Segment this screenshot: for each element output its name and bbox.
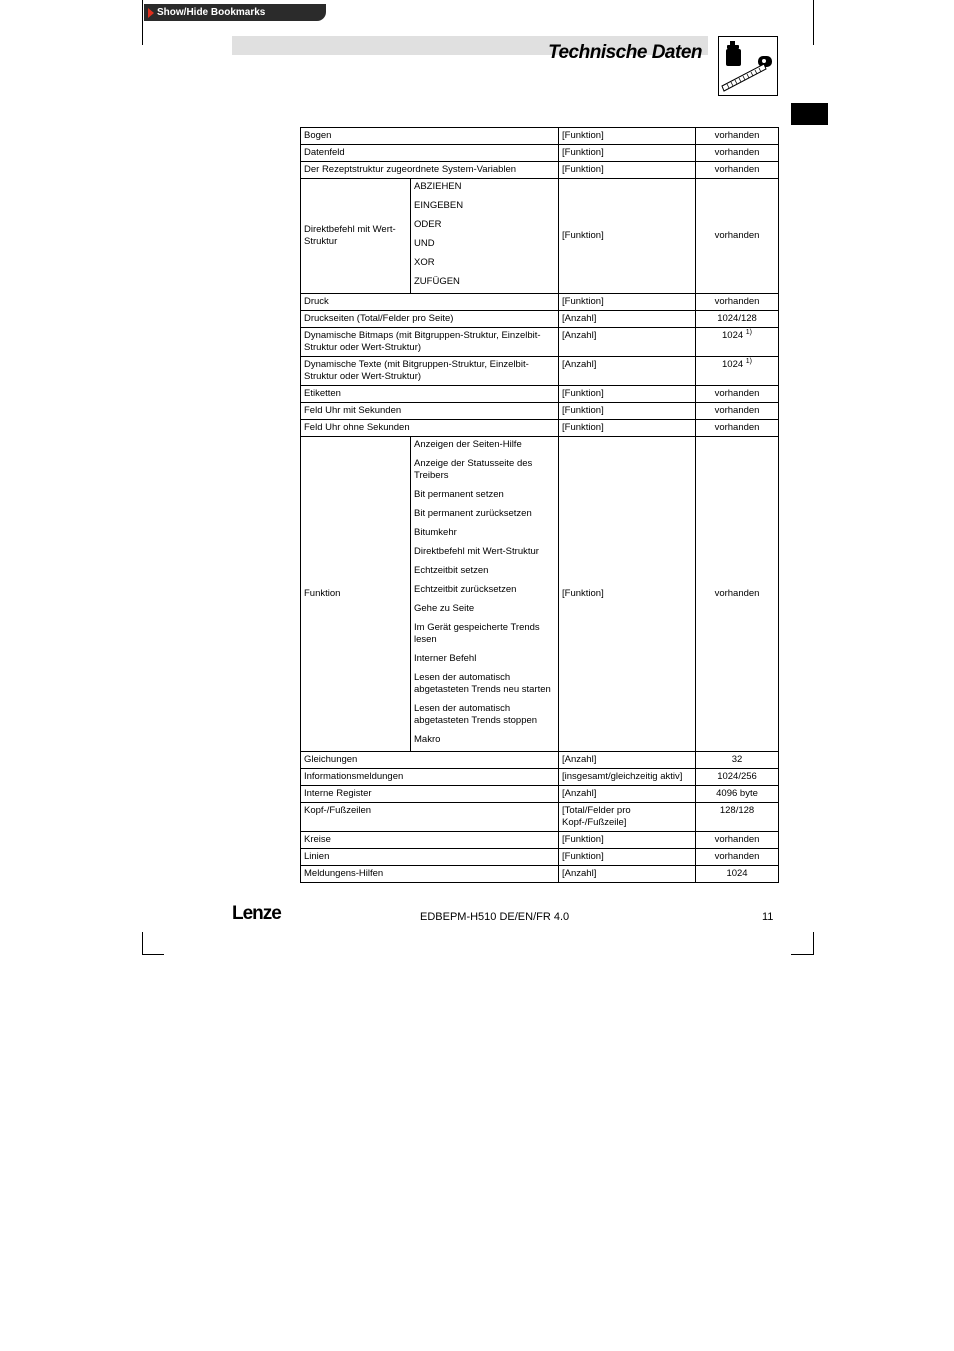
row-name: Bogen — [301, 128, 559, 145]
row-value — [696, 403, 779, 420]
crop-mark-bottom-left — [142, 932, 143, 955]
row-unit: [Funktion] — [559, 832, 696, 849]
value-text: vorhanden — [714, 296, 760, 307]
row-name: Feld Uhr mit Sekunden — [301, 403, 559, 420]
value-text: vorhanden — [714, 130, 760, 141]
row-unit: [Anzahl] — [559, 328, 696, 357]
row-value: vorhanden — [696, 437, 779, 752]
row-unit: [Funktion] — [559, 294, 696, 311]
row-value — [696, 803, 779, 832]
play-arrow-icon — [148, 8, 154, 18]
list-item: ABZIEHEN — [414, 181, 462, 192]
row-name: Meldungens-Hilfen — [301, 866, 559, 883]
value-text: 1024 — [726, 868, 748, 879]
value-text: vorhanden — [714, 422, 760, 433]
list-item: ZUFÜGEN — [414, 276, 460, 287]
row-unit: [Anzahl] — [559, 752, 696, 769]
footnote-marker: 1) — [745, 329, 753, 336]
list-item: Anzeige der Statusseite des Treibers — [414, 458, 533, 481]
row-value — [696, 832, 779, 849]
row-unit: [Total/Felder pro Kopf-/Fußzeile] — [559, 803, 696, 832]
list-item: Bit permanent setzen — [414, 489, 504, 500]
value-text: vorhanden — [714, 147, 760, 158]
row-value — [696, 849, 779, 866]
value-text: 1024 — [722, 359, 744, 370]
row-value — [696, 145, 779, 162]
row-name: Etiketten — [301, 386, 559, 403]
list-item: UND — [414, 238, 435, 249]
table-row — [301, 311, 779, 328]
table-row — [301, 769, 779, 786]
spec-table — [300, 127, 779, 883]
row-unit: [Funktion] — [559, 145, 696, 162]
crop-mark-bottom-right-h — [791, 954, 814, 955]
value-text: 32 — [731, 754, 743, 765]
list-item: Im Gerät gespeicherte Trends lesen — [414, 622, 540, 645]
table-row — [301, 849, 779, 866]
row-name: Linien — [301, 849, 559, 866]
row-unit: [Funktion] — [559, 162, 696, 179]
list-item: EINGEBEN — [414, 200, 464, 211]
row-name: Druck — [301, 294, 559, 311]
row-unit: [Anzahl] — [559, 866, 696, 883]
row-name: Interne Register — [301, 786, 559, 803]
table-row — [301, 328, 779, 357]
row-name: Gleichungen — [301, 752, 559, 769]
row-unit: [Anzahl] — [559, 357, 696, 386]
row-name: Datenfeld — [301, 145, 559, 162]
crop-mark-top-right — [813, 0, 814, 45]
table-row — [301, 866, 779, 883]
row-name: Informationsmeldungen — [301, 769, 559, 786]
row-name: Funktion — [301, 437, 411, 752]
value-text: vorhanden — [714, 405, 760, 416]
row-unit: [insgesamt/gleichzeitig aktiv] — [559, 769, 696, 786]
table-row — [301, 403, 779, 420]
row-value — [696, 357, 779, 386]
list-item: Echtzeitbit zurücksetzen — [414, 584, 517, 595]
row-unit: [Funktion] — [559, 437, 696, 752]
table-row — [301, 803, 779, 832]
list-item: Bit permanent zurücksetzen — [414, 508, 532, 519]
table-row — [301, 128, 779, 145]
row-unit: [Funktion] — [559, 128, 696, 145]
table-row — [301, 420, 779, 437]
crop-mark-bottom-left-h — [142, 954, 164, 955]
page-number: 11 — [762, 911, 774, 923]
row-value — [696, 420, 779, 437]
row-value — [696, 386, 779, 403]
table-row — [301, 786, 779, 803]
row-name: Der Rezeptstruktur zugeordnete System-Variablen — [301, 162, 559, 179]
row-name: Direktbefehl mit Wert-Struktur — [301, 179, 411, 294]
table-row — [301, 752, 779, 769]
table-row — [301, 162, 779, 179]
row-name: Dynamische Bitmaps (mit Bitgruppen-Struktur, Einzelbit-Struktur oder Wert-Struktur) — [301, 328, 559, 357]
table-row — [301, 357, 779, 386]
value-text: 1024/256 — [717, 771, 757, 782]
list-item: Makro — [414, 734, 441, 745]
list-item: Lesen der automatisch abgetasteten Trends stoppen — [414, 703, 538, 726]
bookmarks-label: Show/Hide Bookmarks — [157, 7, 266, 18]
table-row — [301, 294, 779, 311]
row-value — [696, 162, 779, 179]
row-name: Feld Uhr ohne Sekunden — [301, 420, 559, 437]
row-unit: [Funktion] — [559, 849, 696, 866]
row-unit: [Funktion] — [559, 403, 696, 420]
table-row — [301, 179, 779, 294]
chapter-tab — [791, 103, 828, 125]
value-text: vorhanden — [714, 851, 760, 862]
list-item: Echtzeitbit setzen — [414, 565, 489, 576]
row-name: Druckseiten (Total/Felder pro Seite) — [301, 311, 559, 328]
row-name: Kreise — [301, 832, 559, 849]
row-unit: [Funktion] — [559, 386, 696, 403]
row-name: Dynamische Texte (mit Bitgruppen-Struktur, Einzelbit-Struktur oder Wert-Struktur) — [301, 357, 559, 386]
value-text: vorhanden — [714, 834, 760, 845]
row-value — [696, 328, 779, 357]
row-value — [696, 311, 779, 328]
value-text: 1024 — [722, 330, 744, 341]
row-value — [696, 769, 779, 786]
value-text: 1024/128 — [717, 313, 757, 324]
row-value — [696, 752, 779, 769]
value-text: vorhanden — [714, 388, 760, 399]
table-row — [301, 386, 779, 403]
footnote-marker: 1) — [745, 358, 753, 365]
row-value: vorhanden — [696, 179, 779, 294]
row-unit: [Funktion] — [559, 179, 696, 294]
value-text: vorhanden — [714, 164, 760, 175]
row-subitems — [411, 179, 559, 294]
row-name: Kopf-/Fußzeilen — [301, 803, 559, 832]
table-row — [301, 832, 779, 849]
value-text: 4096 byte — [716, 788, 758, 799]
table-row — [301, 437, 779, 752]
list-item: Interner Befehl — [414, 653, 477, 664]
list-item: XOR — [414, 257, 435, 268]
show-hide-bookmarks-button[interactable] — [144, 4, 326, 21]
lenze-logo: Lenze — [232, 903, 281, 924]
list-item: Anzeigen der Seiten-Hilfe — [414, 439, 522, 450]
value-text: 128/128 — [719, 805, 755, 816]
list-item: Gehe zu Seite — [414, 603, 475, 614]
crop-mark-bottom-right — [813, 932, 814, 955]
weight-measure-icon — [718, 36, 778, 96]
row-unit: [Anzahl] — [559, 786, 696, 803]
document-id: EDBEPM-H510 DE/EN/FR 4.0 — [420, 911, 570, 923]
page-title: Technische Daten — [548, 42, 702, 63]
row-value — [696, 866, 779, 883]
crop-mark-top-left — [142, 0, 143, 45]
list-item: Lesen der automatisch abgetasteten Trends neu starten — [414, 672, 551, 695]
table-row — [301, 145, 779, 162]
list-item: Bitumkehr — [414, 527, 457, 538]
row-value — [696, 294, 779, 311]
row-value — [696, 128, 779, 145]
list-item: Direktbefehl mit Wert-Struktur — [414, 546, 539, 557]
row-unit: [Anzahl] — [559, 311, 696, 328]
row-subitems — [411, 437, 559, 752]
row-unit: [Funktion] — [559, 420, 696, 437]
row-value — [696, 786, 779, 803]
list-item: ODER — [414, 219, 442, 230]
